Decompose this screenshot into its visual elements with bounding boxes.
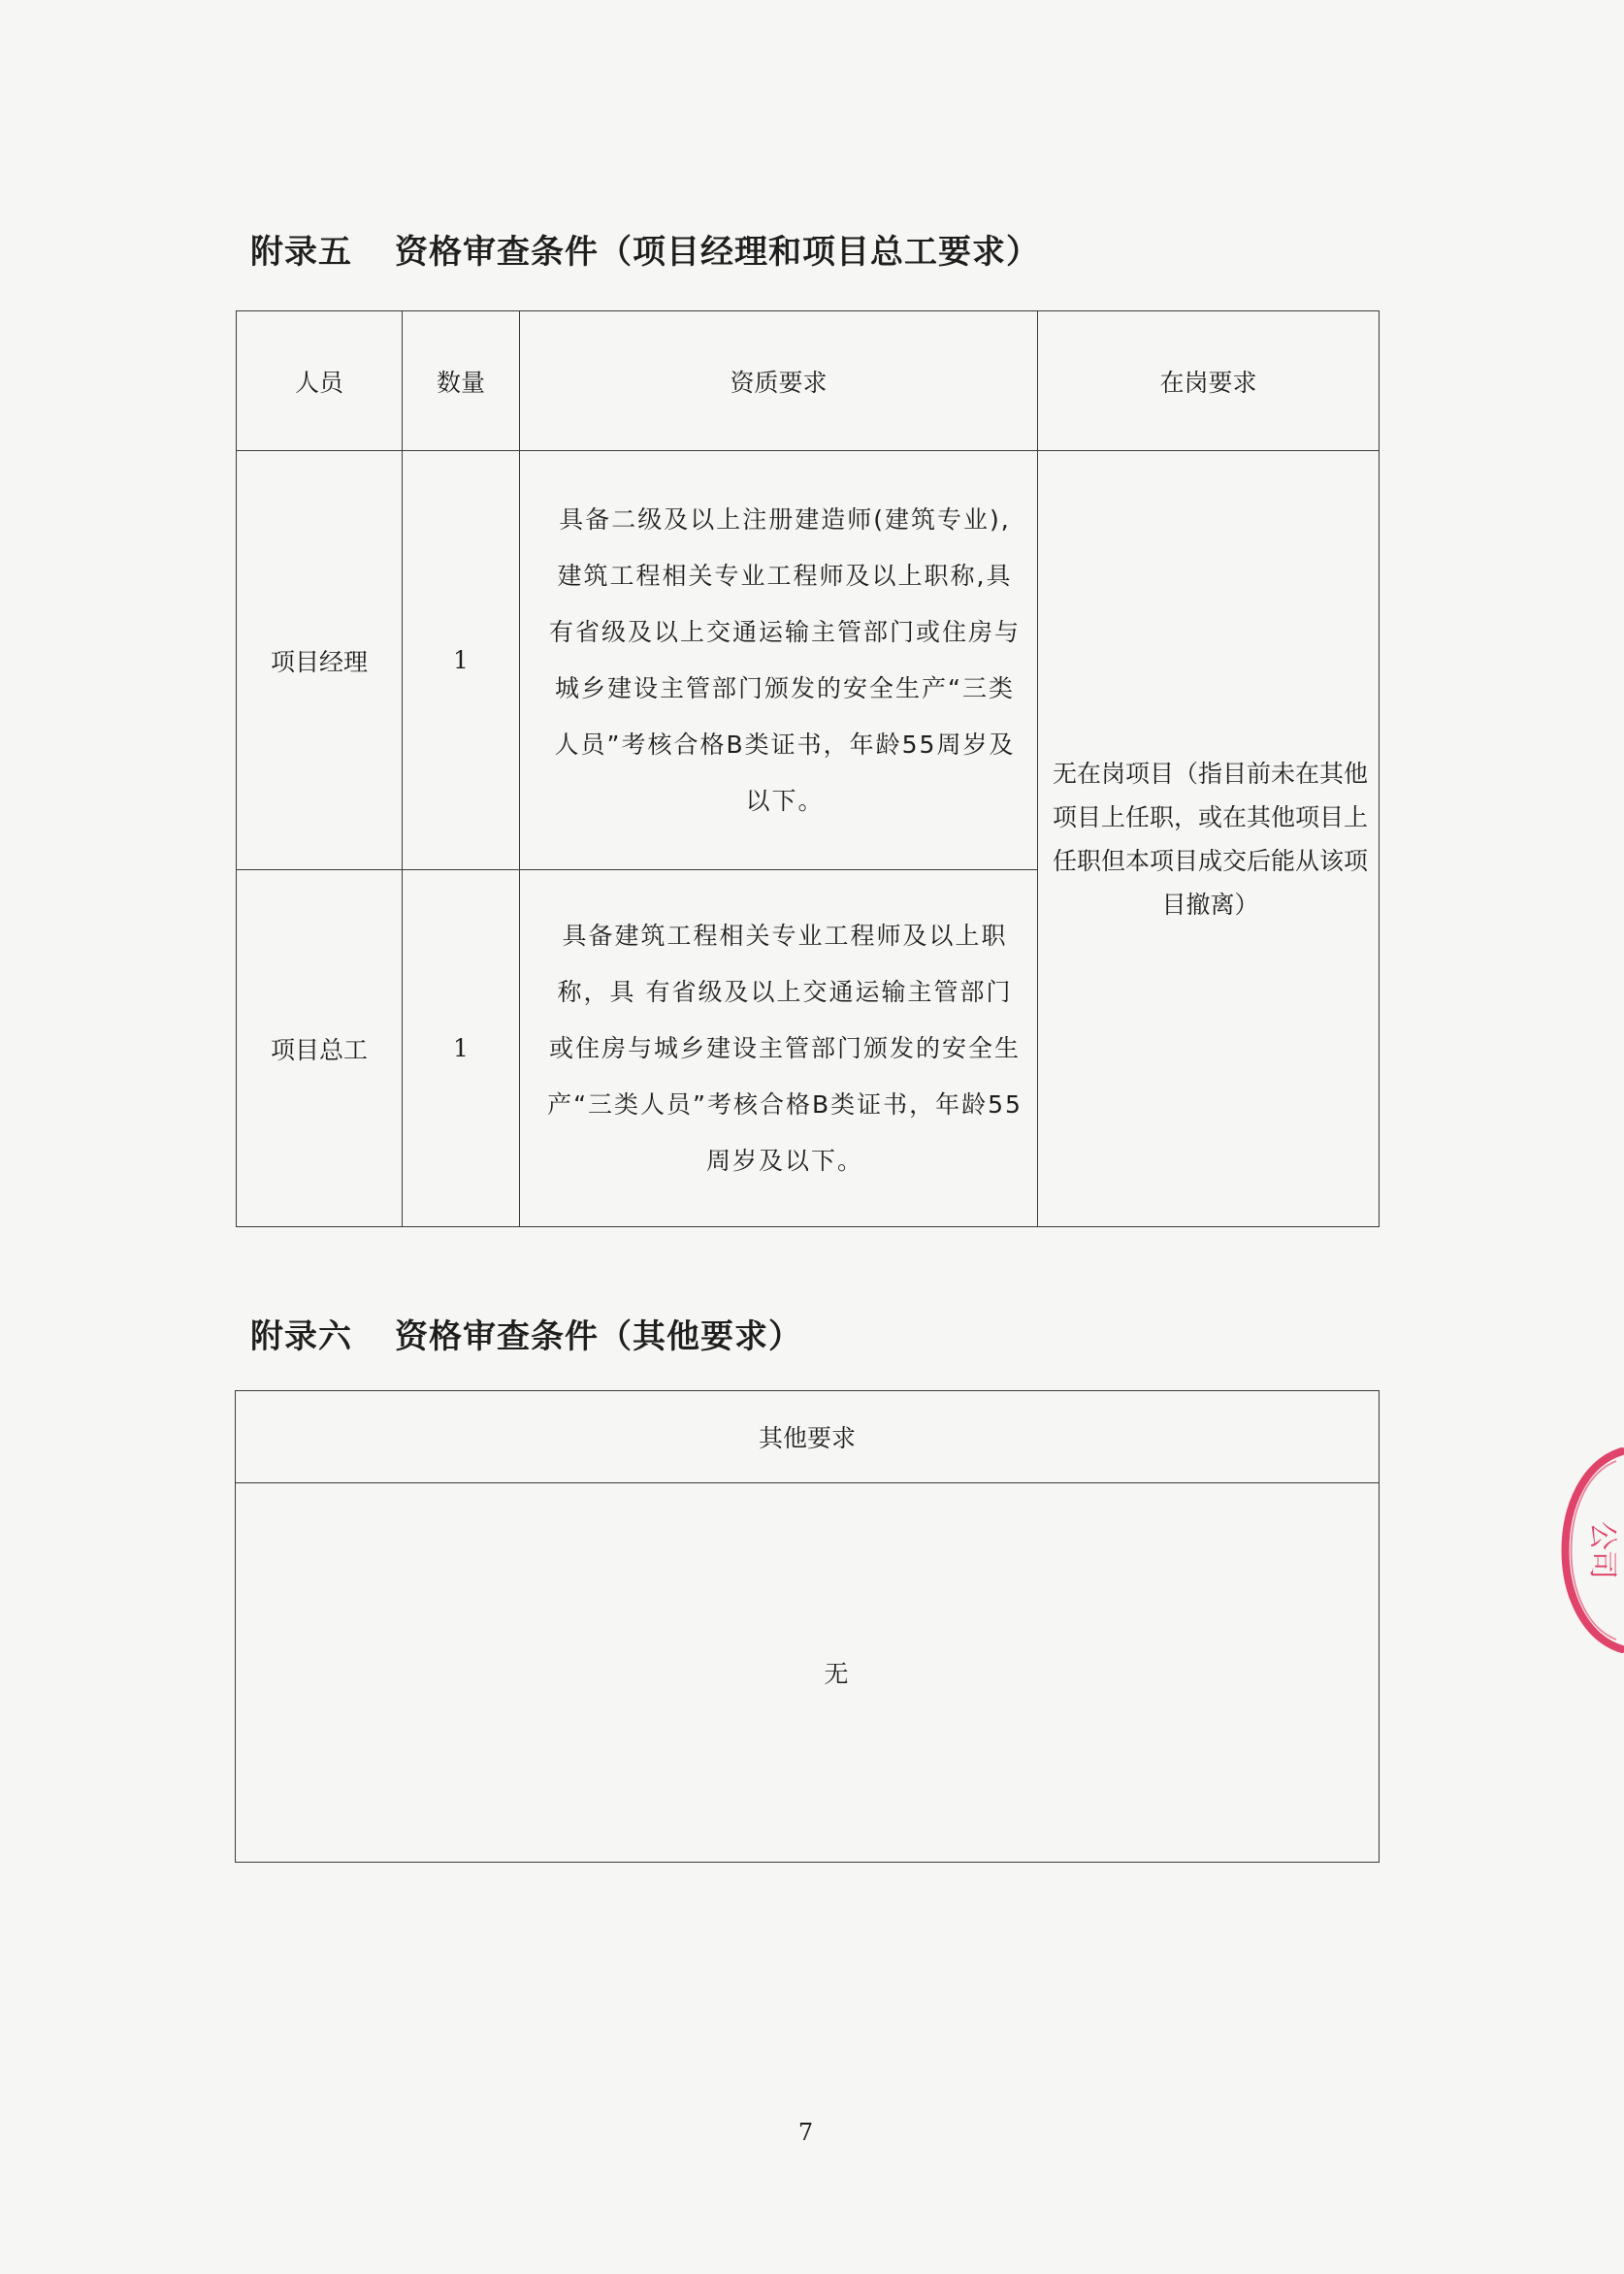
header-post: 在岗要求 (1038, 311, 1380, 451)
appendix6-table (235, 1390, 1380, 1863)
cell-other-content: 无 (236, 1483, 1380, 1863)
table-header-row (236, 1391, 1380, 1483)
seal-text: 公司 (1585, 1521, 1619, 1579)
cell-person: 项目总工 (237, 870, 403, 1227)
table-row (236, 1483, 1380, 1863)
header-qualification: 资质要求 (520, 311, 1038, 451)
cell-person: 项目经理 (237, 451, 403, 870)
appendix5-number: 附录五 (250, 233, 352, 272)
page-number: 7 (797, 2119, 814, 2146)
cell-count: 1 (403, 870, 520, 1227)
header-person: 人员 (237, 311, 403, 451)
seal-stamp-icon (1546, 1446, 1624, 1655)
appendix5-heading (250, 225, 1040, 273)
cell-qualification: 具备建筑工程相关专业工程师及以上职称，具 有省级及以上交通运输主管部门或住房与城乡建设主管部门颁发的安全生产“三类人员”考核合格B类证书，年龄55周岁及以下。 (520, 870, 1038, 1227)
appendix5-table (236, 310, 1380, 1227)
appendix6-number: 附录六 (250, 1317, 352, 1356)
cell-count: 1 (403, 451, 520, 870)
header-count: 数量 (403, 311, 520, 451)
table-row (237, 451, 1380, 870)
appendix6-title: 资格审查条件（其他要求） (395, 1317, 802, 1356)
header-other: 其他要求 (236, 1391, 1380, 1483)
table-header-row (237, 311, 1380, 451)
appendix5-title: 资格审查条件（项目经理和项目总工要求） (395, 233, 1040, 272)
appendix6-heading (250, 1310, 802, 1357)
cell-post-requirement: 无在岗项目（指目前未在其他项目上任职，或在其他项目上任职但本项目成交后能从该项目撤离） (1038, 451, 1380, 1227)
cell-qualification: 具备二级及以上注册建造师(建筑专业),建筑工程相关专业工程师及以上职称,具有省级及以上交通运输主管部门或住房与城乡建设主管部门颁发的安全生产“三类人员”考核合格B类证书，年龄55周岁及以下。 (520, 451, 1038, 870)
